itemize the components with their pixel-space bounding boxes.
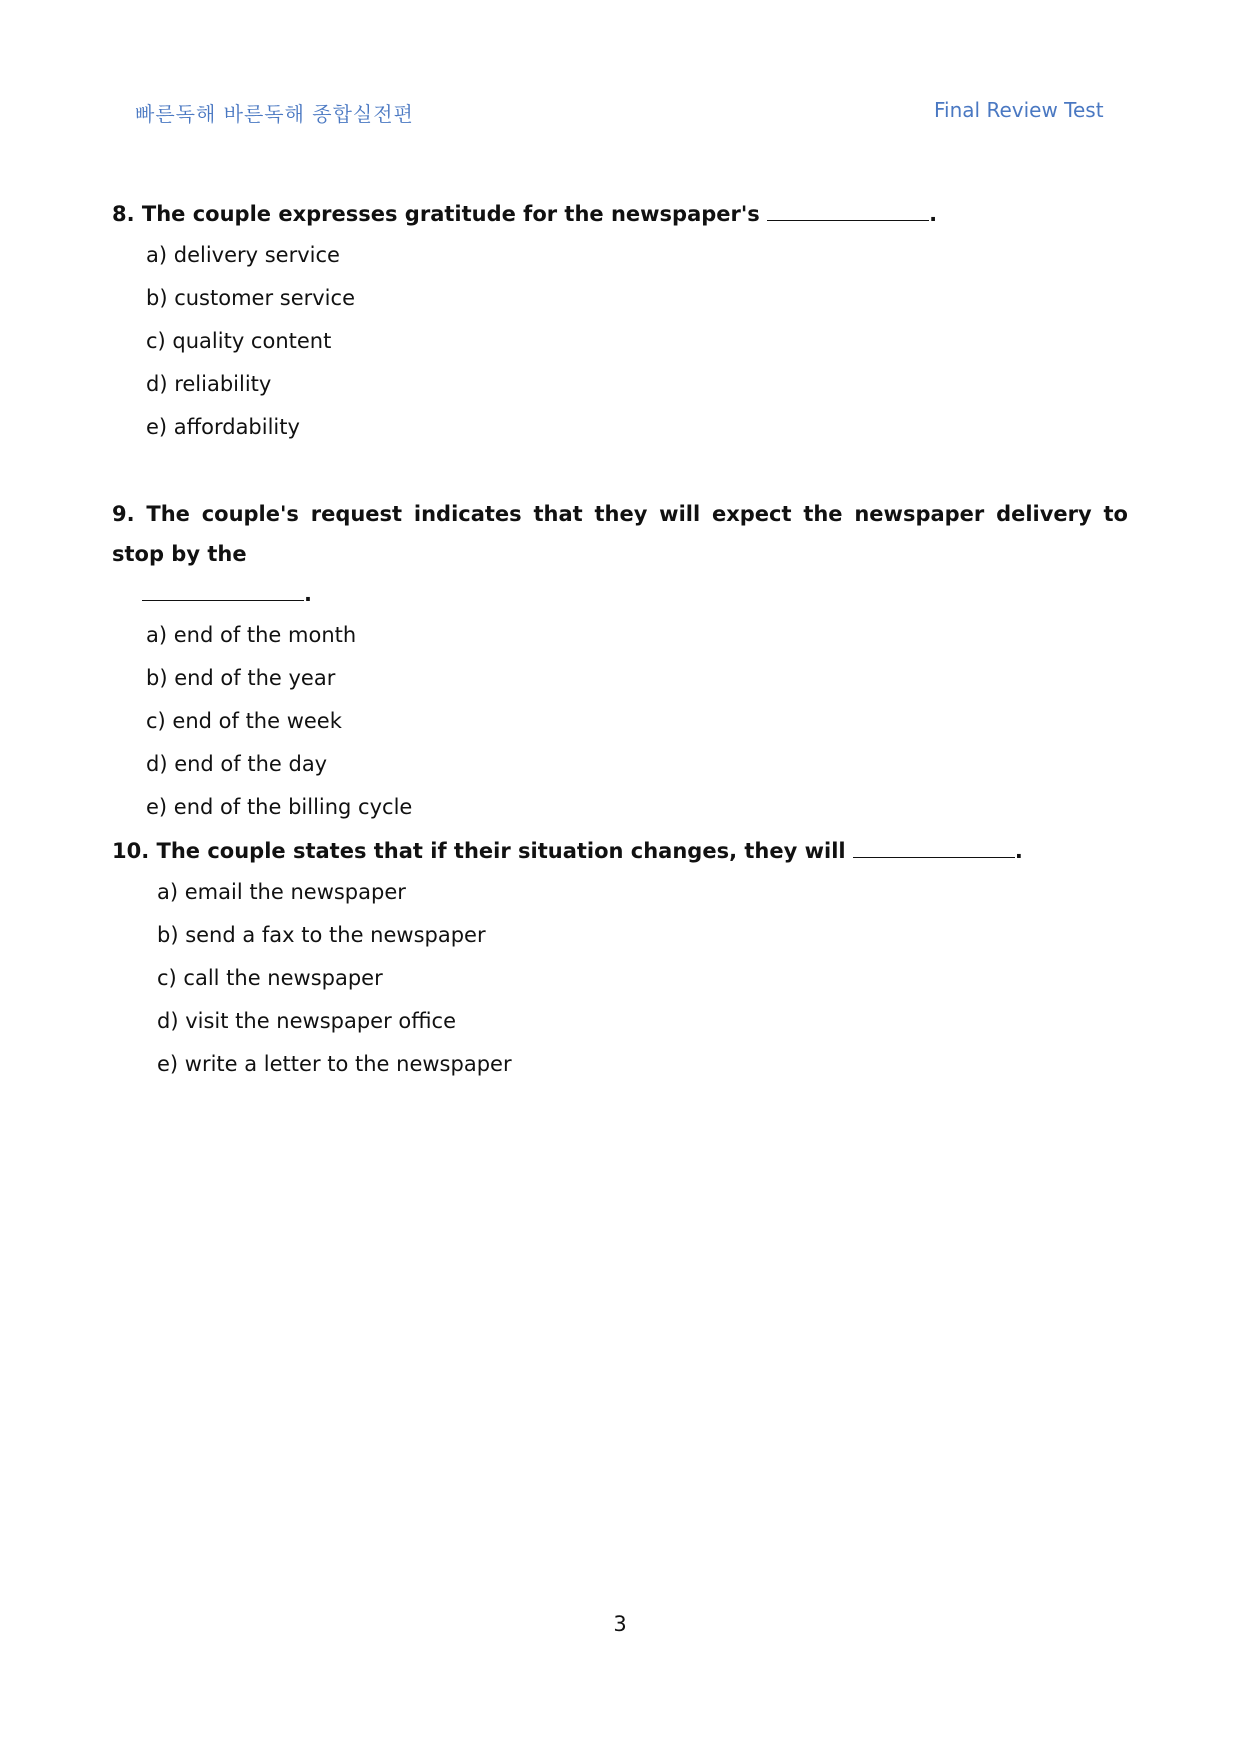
question-stem — [112, 494, 1128, 574]
answer-blank — [853, 837, 1015, 858]
question-stem-text: 9. The couple's request indicates that they will expect the newspaper delivery to stop by the — [112, 502, 1128, 566]
page-number: 3 — [613, 1612, 627, 1636]
question-10 — [112, 831, 1128, 1086]
question-9 — [112, 494, 1128, 829]
stem-period: . — [1014, 839, 1023, 863]
option-c: c) end of the week — [146, 709, 342, 733]
option-e: e) end of the billing cycle — [146, 795, 413, 819]
question-stem — [112, 194, 1128, 234]
option-b: b) send a fax to the newspaper — [157, 923, 486, 947]
option-d: d) visit the newspaper office — [157, 1009, 457, 1033]
page-header — [0, 98, 1240, 126]
option-c: c) call the newspaper — [157, 966, 383, 990]
option-e: e) write a letter to the newspaper — [157, 1052, 512, 1076]
option-b: b) end of the year — [146, 666, 336, 690]
option-a: a) email the newspaper — [157, 880, 406, 904]
question-stem-text: 8. The couple expresses gratitude for the newspaper's — [112, 202, 760, 226]
option-d: d) end of the day — [146, 752, 328, 776]
question-stem — [112, 831, 1128, 871]
question-stem-text: 10. The couple states that if their situation changes, they will — [112, 839, 846, 863]
answer-blank — [767, 200, 929, 221]
stem-period: . — [929, 202, 938, 226]
answer-blank — [142, 580, 304, 601]
option-e: e) affordability — [146, 415, 300, 439]
book-title: 빠른독해 바른독해 종합실전편 — [135, 102, 414, 126]
option-a: a) end of the month — [146, 623, 357, 647]
stem-period: . — [304, 582, 312, 606]
option-d: d) reliability — [146, 372, 272, 396]
question-stem-continuation — [112, 574, 1128, 614]
question-8 — [112, 194, 1128, 449]
option-list — [112, 871, 1128, 1086]
test-title: Final Review Test — [934, 98, 1104, 122]
option-c: c) quality content — [146, 329, 332, 353]
option-list — [112, 614, 1128, 829]
option-list — [112, 234, 1128, 449]
option-b: b) customer service — [146, 286, 355, 310]
option-a: a) delivery service — [146, 243, 340, 267]
